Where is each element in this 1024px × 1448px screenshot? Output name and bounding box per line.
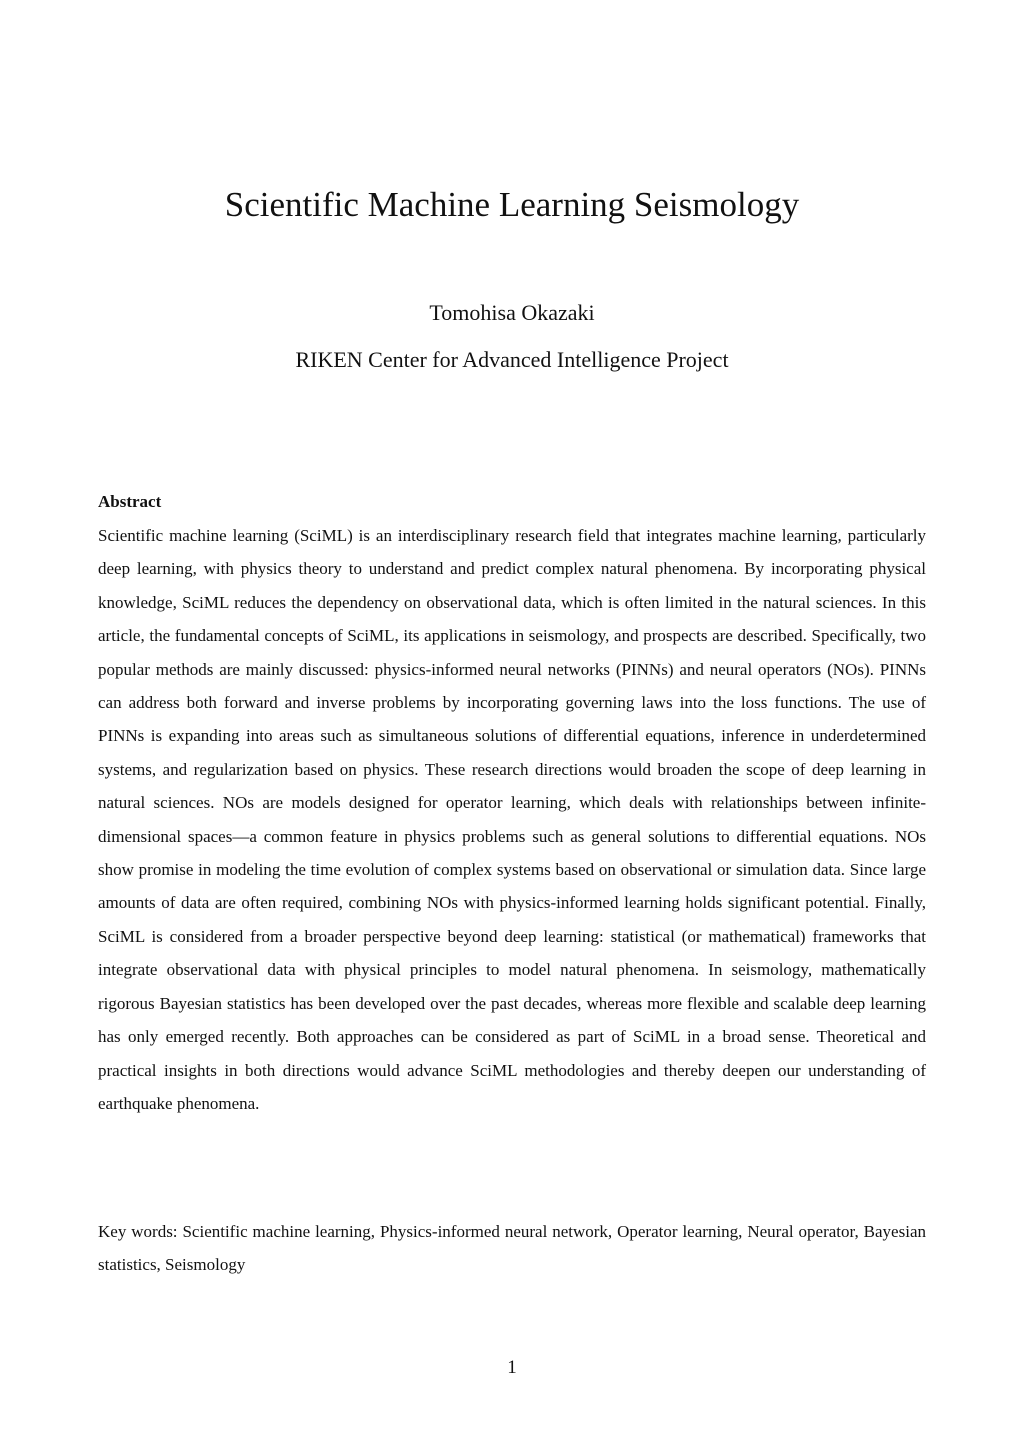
abstract-heading: Abstract [98, 492, 162, 511]
page-number: 1 [507, 1357, 517, 1378]
keywords: Key words: Scientific machine learning, Physics-informed neural network, Operator learning, Neural operator, Bayesian statistics, Seismology [98, 1222, 926, 1275]
abstract-body: Scientific machine learning (SciML) is an interdisciplinary research field that integrates machine learning, particularly deep learning, with physics theory to understand and predict complex natural phenomena. By incorporating physical knowledge, SciML reduces the dependency on observational data, which is often limited in the natural sciences. In this article, the fundamental concepts of SciML, its applications in seismology, and prospects are described. Specifically, two popular methods are mainly discussed: physics-informed neural networks (PINNs) and neural operators (NOs). PINNs can address both forward and inverse problems by incorporating governing laws into the loss functions. The use of PINNs is expanding into areas such as simultaneous solutions of differential equations, inference in underdetermined systems, and regularization based on physics. These research directions would broaden the scope of deep learning in natural sciences. NOs are models designed for operator learning, which deals with relationships between infinite-dimensional spaces—a common feature in physics problems such as general solutions to differential equations. NOs show promise in modeling the time evolution of complex systems based on observational or simulation data. Since large amounts of data are often required, combining NOs with physics-informed learning holds significant potential. Finally, SciML is considered from a broader perspective beyond deep learning: statistical (or mathematical) frameworks that integrate observational data with physical principles to model natural phenomena. In seismology, mathematically rigorous Bayesian statistics has been developed over the past decades, whereas more flexible and scalable deep learning has only emerged recently. Both approaches can be considered as part of SciML in a broad sense. Theoretical and practical insights in both directions would advance SciML methodologies and thereby deepen our understanding of earthquake phenomena. [98, 526, 926, 1113]
author-name: Tomohisa Okazaki [429, 300, 595, 325]
paper-title: Scientific Machine Learning Seismology [224, 185, 800, 224]
author-affiliation: RIKEN Center for Advanced Intelligence Project [295, 347, 729, 372]
